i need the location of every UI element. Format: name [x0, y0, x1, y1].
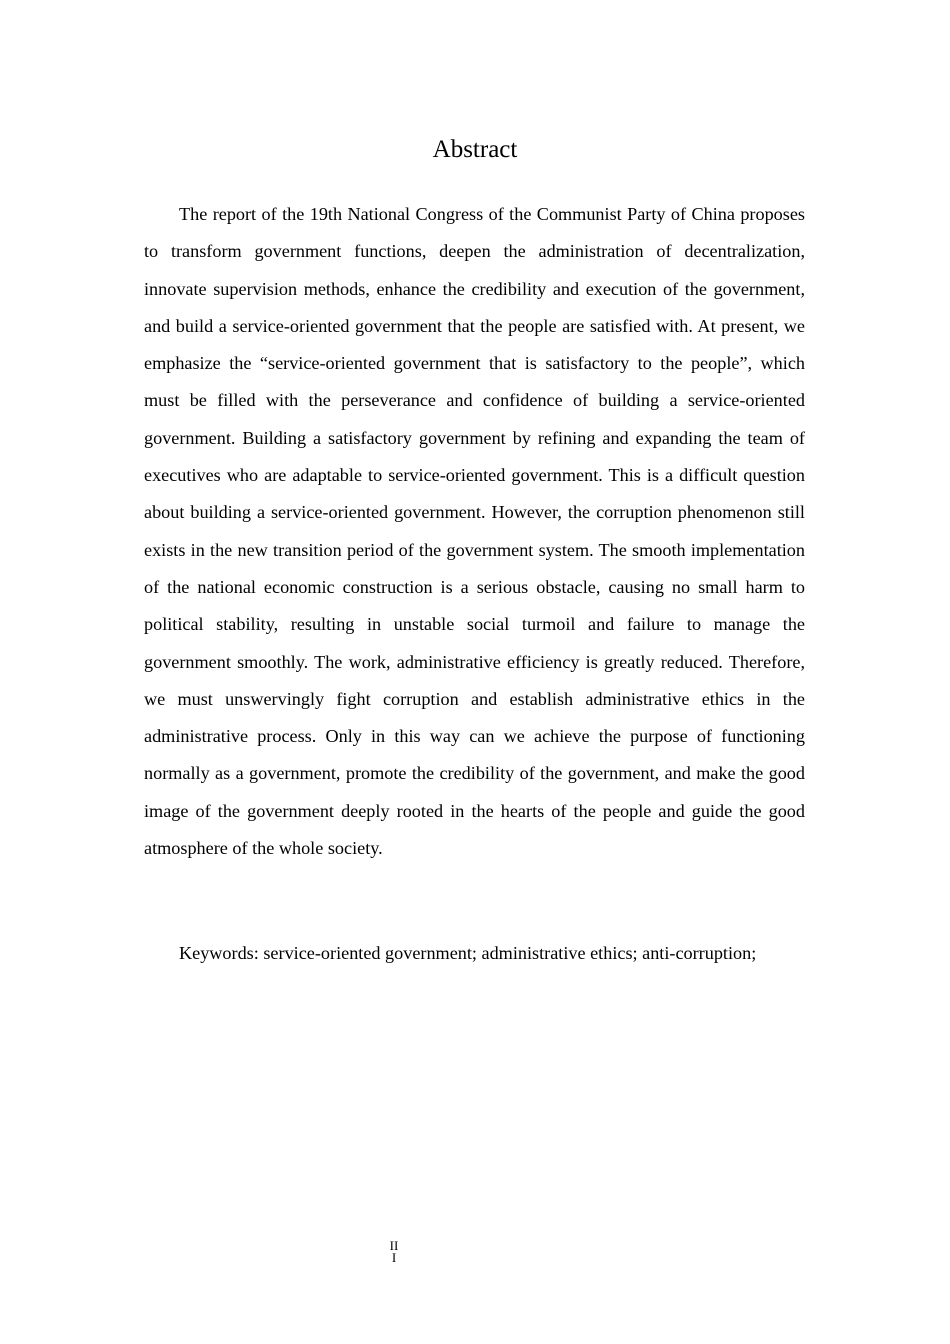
page-number-roman-ii: II: [389, 1238, 399, 1253]
page-number-roman-i: I: [391, 1250, 397, 1265]
keywords-line: Keywords: service-oriented government; administrative ethics; anti-corruption;: [179, 943, 757, 963]
page-number: [384, 1240, 404, 1264]
abstract-body: The report of the 19th National Congress of the Communist Party of China proposes to transform government functions, deepen the administration of decentralization, innovate supervision methods, enhance the credibility and execution of the government, and build a service-oriented government that the people are satisfied with. At present, we emphasize the “service-oriented government that is satisfactory to the people”, which must be filled with the perseverance and confidence of building a service-oriented government. Building a satisfactory government by refining and expanding the team of executives who are adaptable to service-oriented government. This is a difficult question about building a service-oriented government. However, the corruption phenomenon still exists in the new transition period of the government system. The smooth implementation of the national economic construction is a serious obstacle, causing no small harm to political stability, resulting in unstable social turmoil and failure to manage the government smoothly. The work, administrative efficiency is greatly reduced. Therefore, we must unswervingly fight corruption and establish administrative ethics in the administrative process. Only in this way can we achieve the purpose of functioning normally as a government, promote the credibility of the government, and make the good image of the government deeply rooted in the hearts of the people and guide the good atmosphere of the whole society.: [144, 204, 805, 859]
abstract-title: Abstract: [432, 136, 518, 163]
